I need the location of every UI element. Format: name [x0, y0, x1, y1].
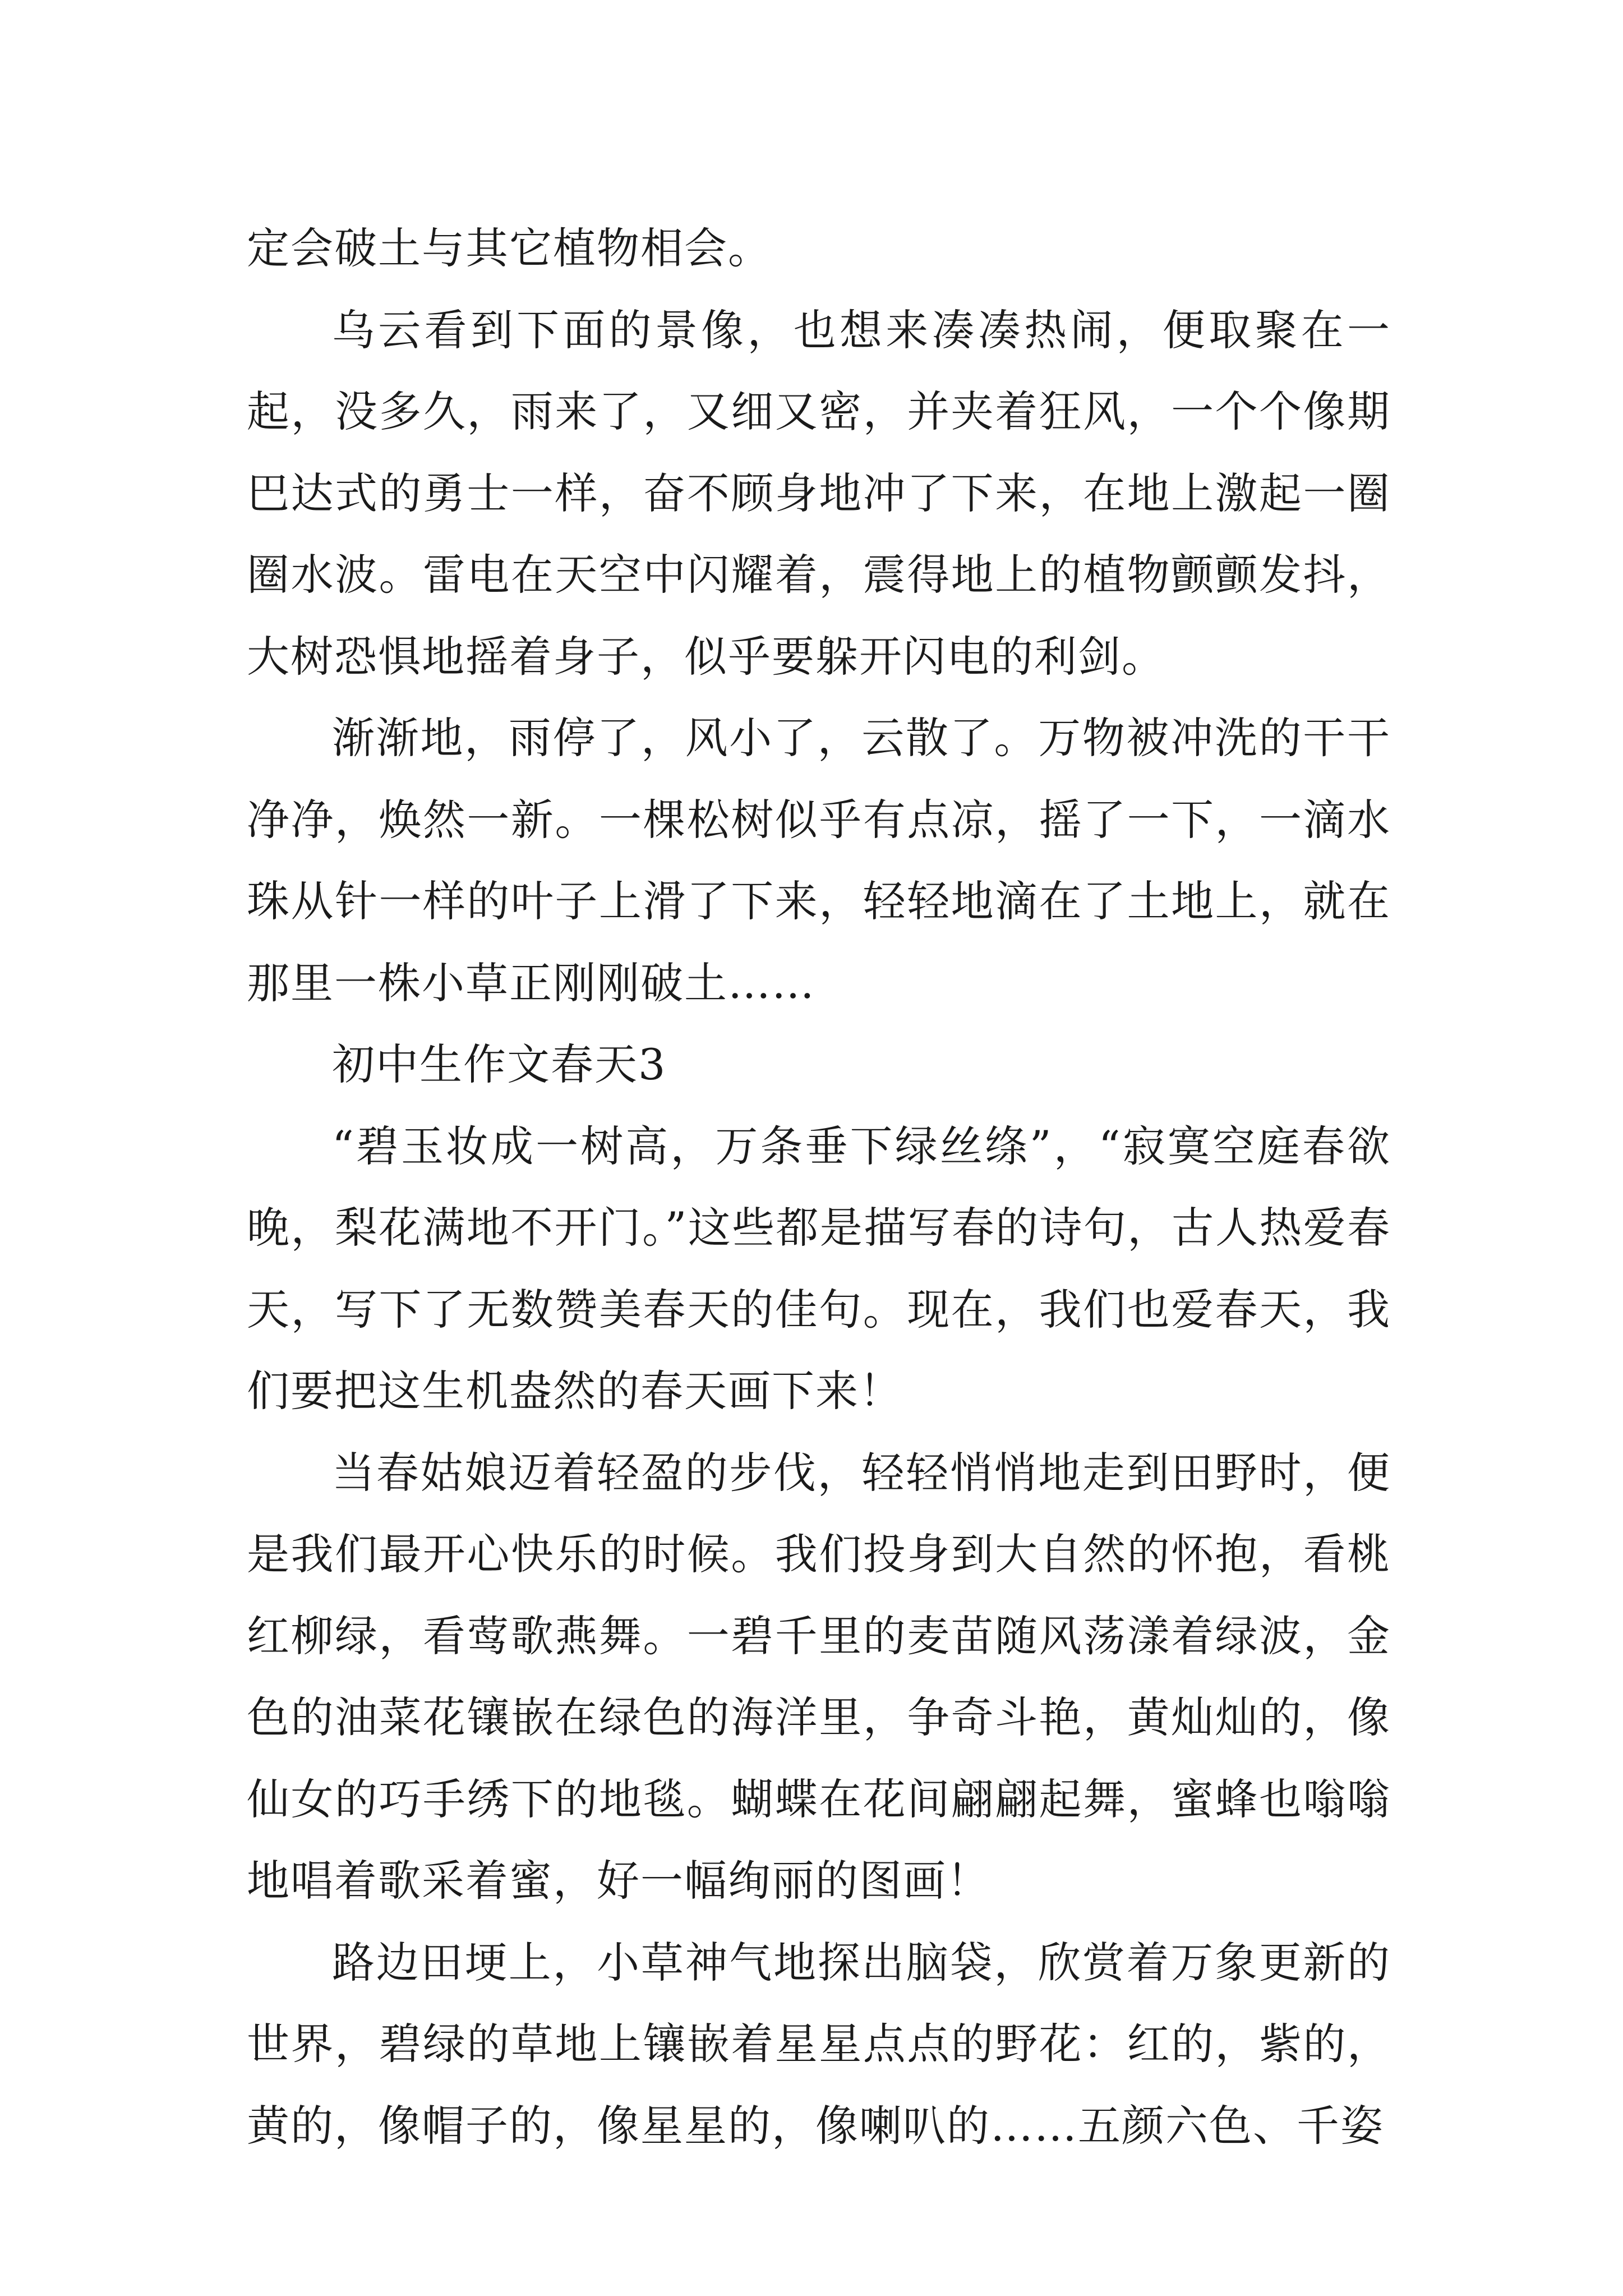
- paragraph-3: 渐渐地，雨停了，风小了，云散了。万物被冲洗的干干净净，焕然一新。一棵松树似乎有点凉，摇了一下，一滴水珠从针一样的叶子上滑了下来，轻轻地滴在了土地上，就在那里一株小草正刚刚破土……: [247, 713, 1391, 1008]
- section-heading: 初中生作文春天3: [332, 1039, 667, 1089]
- paragraph-5: 当春姑娘迈着轻盈的步伐，轻轻悄悄地走到田野时，便是我们最开心快乐的时候。我们投身到大自然的怀抱，看桃红柳绿，看莺歌燕舞。一碧千里的麦苗随风荡漾着绿波，金色的油菜花镶嵌在绿色的海洋里，争奇斗艳，黄灿灿的，像仙女的巧手绣下的地毯。蝴蝶在花间翩翩起舞，蜜蜂也嗡嗡地唱着歌采着蜜，好一幅绚丽的图画！: [247, 1447, 1391, 1906]
- document-body: [247, 208, 1391, 2166]
- paragraph-1: 定会破土与其它植物相会。: [247, 223, 772, 273]
- paragraph-2: 乌云看到下面的景像，也想来凑凑热闹，便取聚在一起，没多久，雨来了，又细又密，并夹着狂风，一个个像期巴达式的勇士一样，奋不顾身地冲了下来，在地上激起一圈圈水波。雷电在天空中闪耀着，震得地上的植物颤颤发抖，大树恐惧地摇着身子，似乎要躲开闪电的利剑。: [247, 305, 1391, 682]
- paragraph-4: “碧玉妆成一树高，万条垂下绿丝绦”，“寂寞空庭春欲晚，梨花满地不开门。”这些都是描写春的诗句，古人热爱春天，写下了无数赞美春天的佳句。现在，我们也爱春天，我们要把这生机盎然的春天画下来！: [247, 1121, 1391, 1416]
- paragraph-6: 路边田埂上，小草神气地探出脑袋，欣赏着万象更新的世界，碧绿的草地上镶嵌着星星点点的野花：红的，紫的，黄的，像帽子的，像星星的，像喇叭的……五颜六色、千姿: [247, 1937, 1391, 2151]
